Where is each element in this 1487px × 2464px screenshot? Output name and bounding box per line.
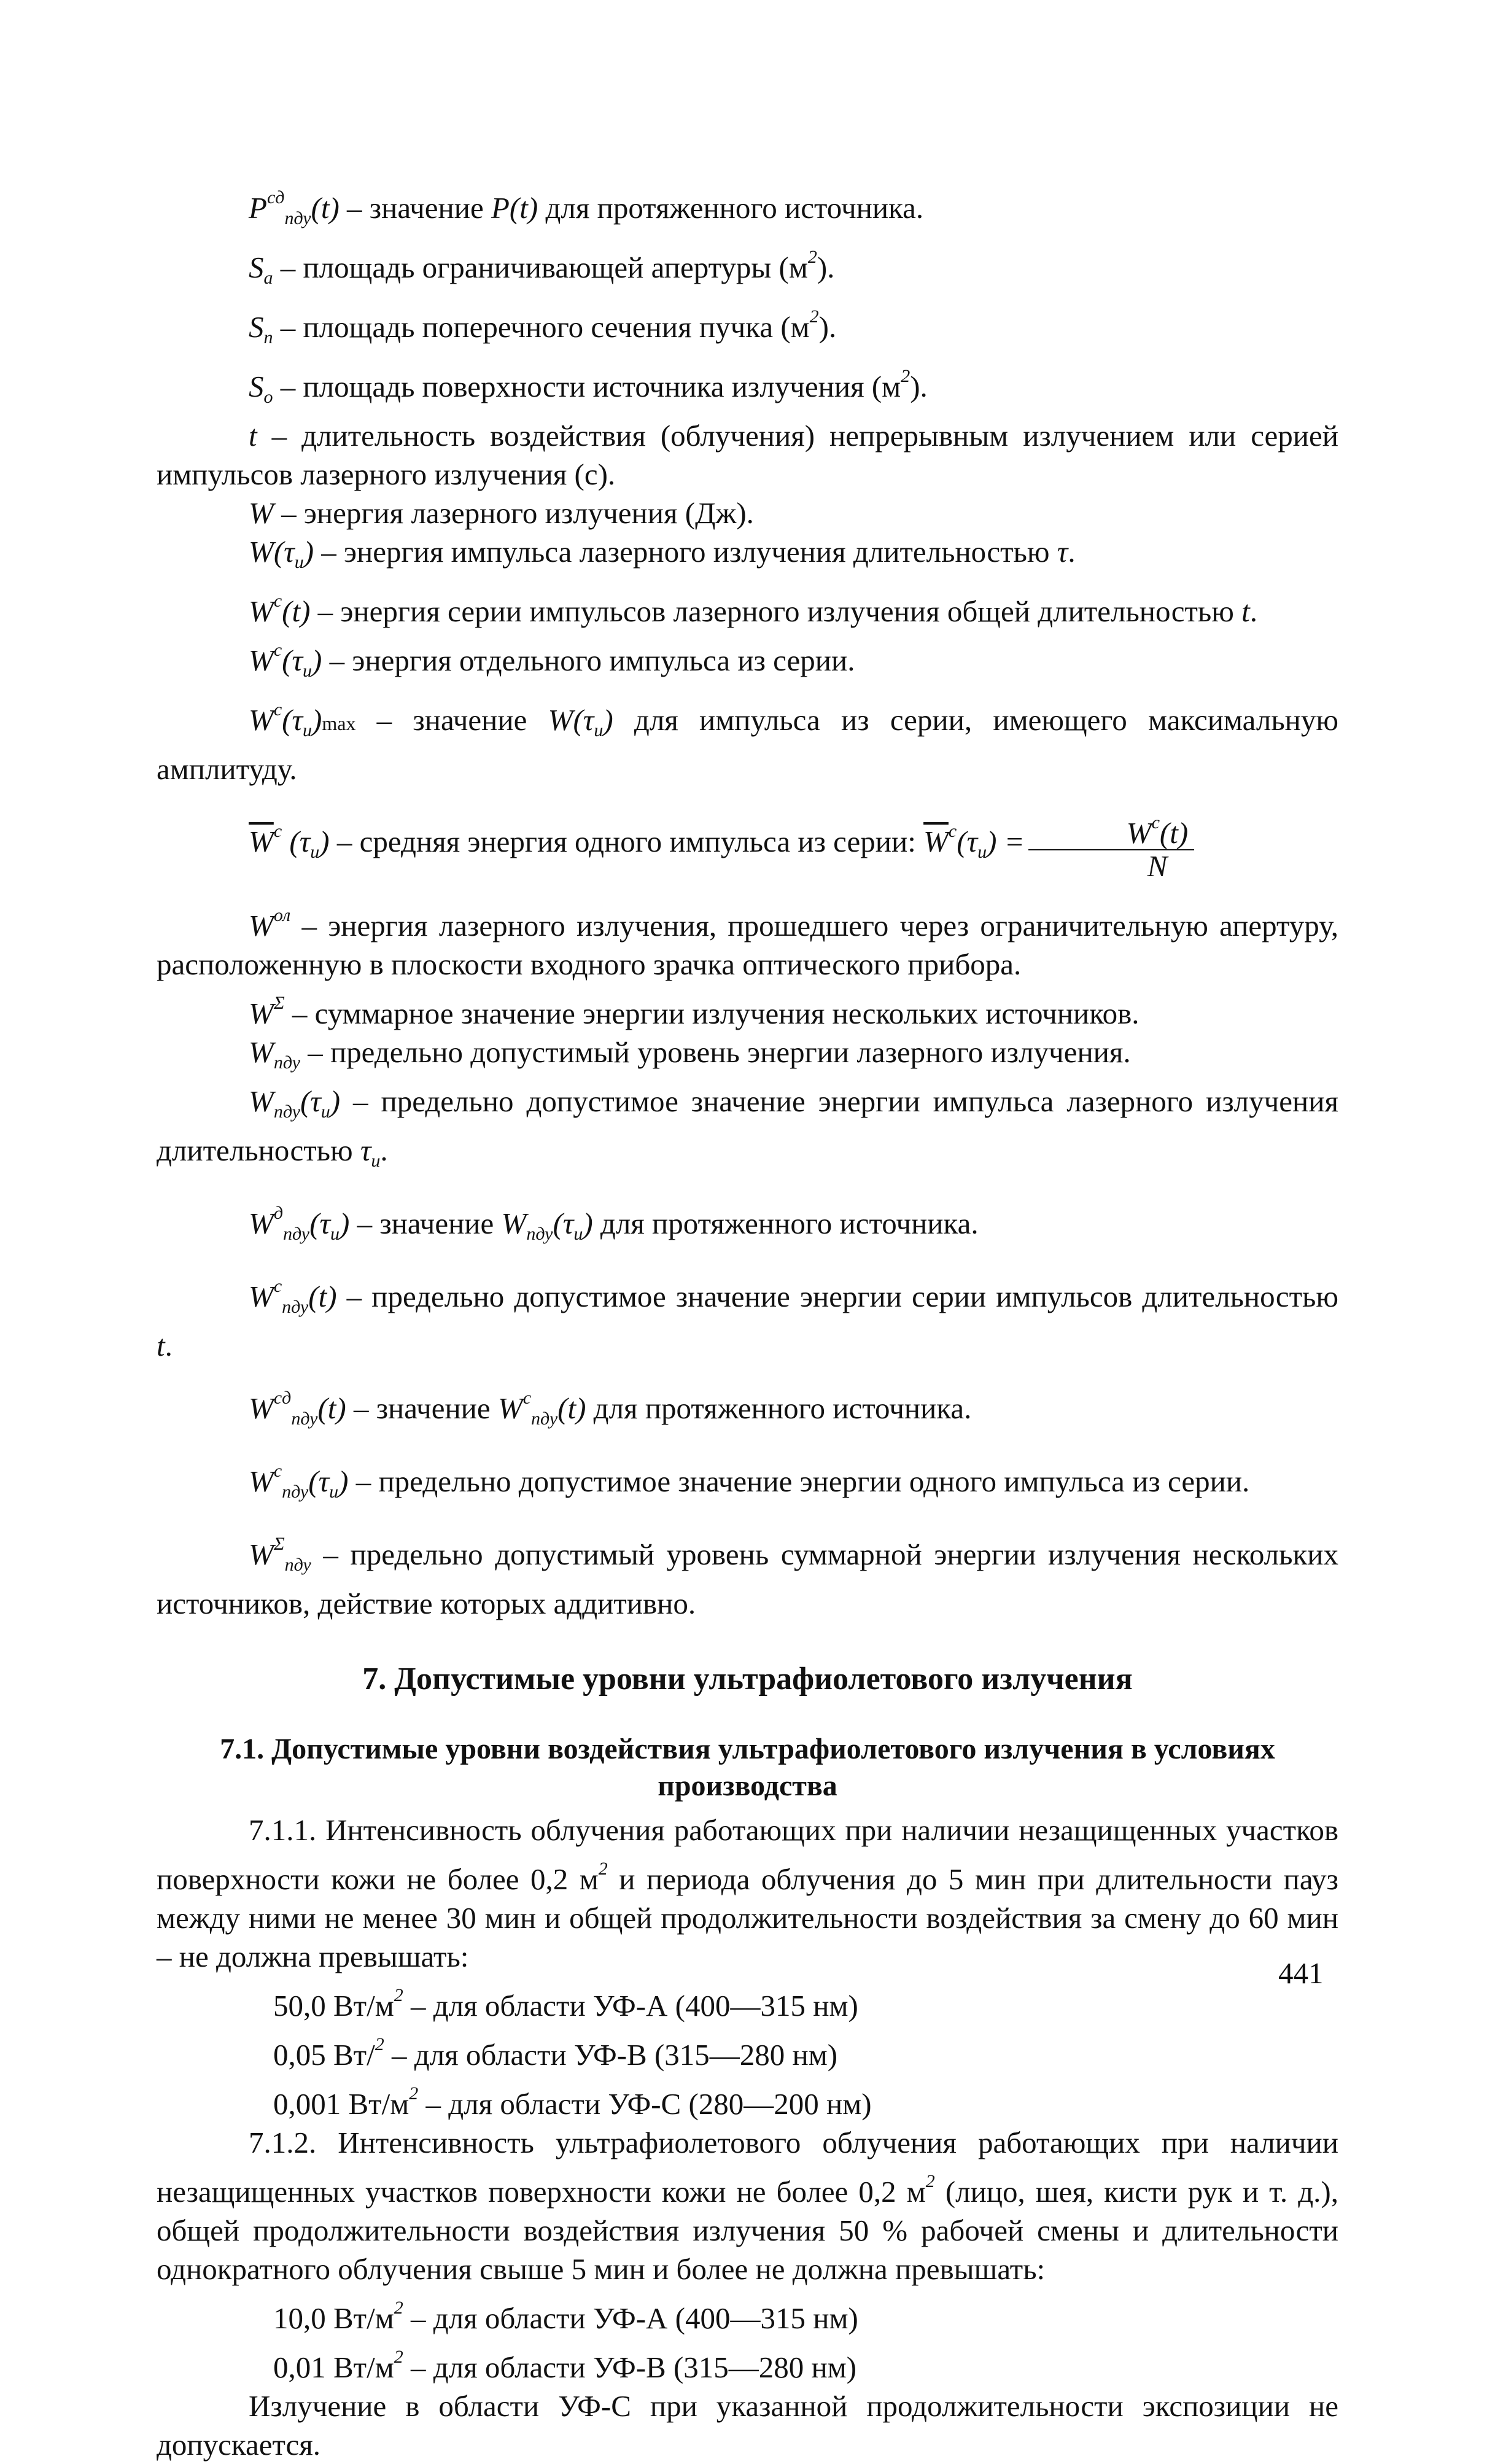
unit-superscript: 2 [809,306,819,327]
definition-text-tail: . [1068,535,1076,569]
symbol-superscript: д [273,1203,284,1223]
definition-item [157,416,1338,494]
symbol-subscript: u [294,552,304,572]
symbol: W [249,496,274,530]
definition-text: – энергия лазерного излучения (Дж). [273,496,754,530]
definition-text: – средняя энергия одного импульса из серии: [329,824,924,858]
symbol: W [249,594,274,628]
definition-text: – предельно допустимое значение энергии одного импульса из серии. [348,1464,1250,1498]
unit-superscript: 2 [394,2347,403,2367]
symbol-argument: (τ [309,1207,330,1240]
symbol: W [249,1280,274,1313]
symbol-close: ) [312,643,322,677]
limit-value: 0,01 Вт/м [273,2350,394,2384]
definition-item [157,1525,1338,1623]
definition-text: – значение [346,1391,498,1425]
symbol-superscript: c [273,640,282,660]
symbol-subscript: u [303,661,313,681]
fraction-numerator [1028,807,1194,850]
definition-emphasis: W [497,1391,523,1425]
symbol: W [249,643,274,677]
symbol-superscript: Σ [273,993,285,1013]
closing-paragraph: Излучение в области УФ-С при указанной продолжительности экспозиции не допускается. [157,2389,1338,2462]
definition-text: – энергия лазерного излучения, прошедшего через ограничительную апертуру, расположенную в плоскости входного зрачка оптического прибора. [157,909,1338,981]
definition-emphasis: W(τ [548,703,594,737]
symbol-subscript: пду [284,208,311,228]
section-body [157,1811,1338,2464]
symbol-subscript: пду [273,1102,300,1122]
limit-value-item [157,2074,1338,2123]
symbol-subscript: пду [273,1052,300,1073]
definition-item [157,297,1338,357]
section-title: 7. Допустимые уровни ультрафиолетового излучения [362,1661,1133,1696]
symbol: $\overline{W}$ [249,824,274,858]
definition-text-tail: ). [818,310,837,344]
definition-text: – значение [349,1207,502,1240]
symbol-definitions [157,178,1338,1623]
numerator-argument: (t) [1159,816,1189,850]
definition-emphasis: τ [360,1133,371,1167]
definition-item [157,494,1338,532]
symbol-subscript: u [329,1482,339,1502]
formula-fraction [1028,807,1194,882]
emphasis-close: ) [603,703,613,737]
paragraph-7-1-1 [157,1811,1338,1976]
symbol-max-suffix: max [322,712,356,734]
definition-item [157,1194,1338,1253]
emphasis-subscript: u [594,720,604,740]
limit-value: 0,05 Вт/ [273,2038,375,2072]
definition-item [157,357,1338,416]
emphasis-subscript: пду [526,1224,553,1244]
denominator-symbol: N [1147,849,1168,883]
mean-energy-definition [157,807,1338,882]
definition-text: – энергия отдельного импульса из серии. [322,643,855,677]
definition-item [157,896,1338,984]
definition-item [157,532,1338,581]
subsection-title: 7.1. Допустимые уровни воздействия ультрафиолетового излучения в условиях производства [220,1733,1275,1802]
formula-subscript: u [977,841,987,862]
symbol-argument: (t) [317,1391,346,1425]
symbol-superscript: сд [266,187,285,208]
symbol-superscript: Σ [273,1534,285,1554]
definition-text: – предельно допустимое значение энергии импульса лазерного излучения длительностью [157,1084,1338,1167]
symbol-superscript: ол [273,905,291,925]
symbol-close: ) [319,824,330,858]
symbol-argument: (τ [282,703,303,737]
definition-emphasis: P(t) [491,191,538,225]
definition-item [157,690,1338,788]
unit-superscript: 2 [901,366,910,386]
limit-range: – для области УФ-С (280—200 нм) [418,2087,872,2121]
limit-value-item [157,2288,1338,2338]
unit-superscript: 2 [925,2171,935,2191]
symbol: W [249,997,274,1030]
unit-superscript: 2 [598,1859,608,1879]
limit-value-item [157,2025,1338,2074]
symbol: S [249,370,264,403]
paragraph-text-tail: (лицо, шея, кисти рук и т. д.), общей продолжительности воздействия излучения 50 % рабочей смены и длительности однократного облучения свыше 5 мин и более не должна превышать: [157,2175,1338,2286]
formula-symbol: $\overline{W}$ [923,824,949,858]
numerator-superscript: c [1151,812,1160,833]
symbol-subscript: пду [291,1409,318,1429]
definition-item [157,984,1338,1033]
unit-superscript: 2 [409,2083,419,2104]
unit-superscript: 2 [394,1985,403,2005]
definition-text: – энергия импульса лазерного излучения длительностью [314,535,1057,569]
definition-text: – площадь поперечного сечения пучка (м [273,310,810,344]
symbol-subscript: пду [282,1297,309,1317]
limit-value-item [157,2338,1338,2387]
paragraph-text: 7.1.2. Интенсивность ультрафиолетового облучения работающих при наличии незащищенных участков поверхности кожи не более 0,2 м [157,2126,1338,2209]
definition-item [157,581,1338,631]
emphasis-subscript: u [573,1224,583,1244]
symbol: W [249,1207,274,1240]
limit-value: 0,001 Вт/м [273,2087,410,2121]
symbol-close: ) [312,703,322,737]
page-content [157,178,1338,2464]
symbol-superscript: c [273,820,282,841]
symbol-subscript: u [330,1224,340,1244]
definition-item [157,1082,1338,1180]
symbol: t [249,419,257,453]
definition-text-tail: для импульса из серии, имеющего максимальную амплитуду. [157,703,1338,786]
definition-text-tail: ). [817,251,835,284]
symbol: S [249,310,264,344]
symbol-argument: (t) [308,1280,337,1313]
definition-text-tail: ). [910,370,928,403]
symbol-subscript: u [310,841,320,862]
unit-superscript: 2 [807,247,817,267]
symbol: W [249,1391,274,1425]
page-number: 441 [1278,1956,1324,1990]
unit-superscript: 2 [394,2298,403,2318]
definition-text: – площадь поверхности источника излучения (м [273,370,901,403]
definition-text-tail: . [1249,594,1257,628]
definition-emphasis: W [501,1207,527,1240]
definition-item [157,238,1338,297]
definition-text-tail: для протяженного источника. [586,1391,972,1425]
symbol: W [249,1537,274,1571]
symbol-superscript: c [273,1461,282,1481]
symbol-argument: (t) [282,594,311,628]
definition-item [157,1267,1338,1365]
definition-text-tail: для протяженного источника. [538,191,924,225]
definition-text: – площадь ограничивающей апертуры (м [273,251,808,284]
limit-range: – для области УФ-А (400—315 нм) [403,1989,858,2023]
symbol-argument: (τ [282,643,303,677]
symbol-subscript: u [320,1102,330,1122]
limit-value: 50,0 Вт/м [273,1989,394,2023]
definition-text-tail: для протяженного источника. [592,1207,979,1240]
definition-item [157,178,1338,238]
symbol-close: ) [338,1464,349,1498]
limit-value: 10,0 Вт/м [273,2301,394,2335]
formula-argument: (τ [957,824,978,858]
limit-range: – для области УФ-А (400—315 нм) [403,2301,858,2335]
symbol: W [249,1084,274,1118]
symbol-superscript: c [273,591,282,611]
definition-text: – предельно допустимый уровень суммарной энергии излучения нескольких источников, действие которых аддитивно. [157,1537,1338,1620]
definition-text: – значение [339,191,491,225]
emphasis-close: ) [583,1207,593,1240]
symbol-subscript: o [263,387,273,407]
definition-text: – значение [355,703,548,737]
definition-item [157,631,1338,690]
symbol: W(τ [249,535,295,569]
definition-text: – длительность воздействия (облучения) непрерывным излучением или серией импульсов лазерного излучения (с). [157,419,1338,491]
definition-text: – энергия серии импульсов лазерного излучения общей длительностью [310,594,1242,628]
limit-range: – для области УФ-В (315—280 нм) [384,2038,838,2072]
emphasis-argument: (τ [553,1207,574,1240]
definition-emphasis: t [157,1329,165,1362]
emphasis-argument: (t) [557,1391,586,1425]
symbol-subscript: n [263,327,273,348]
definition-text: – предельно допустимый уровень энергии лазерного излучения. [300,1035,1131,1069]
symbol: W [249,909,274,942]
symbol: W [249,1464,274,1498]
definition-text: – суммарное значение энергии излучения нескольких источников. [284,997,1140,1030]
symbol-superscript: c [273,699,282,720]
definition-item [157,1033,1338,1082]
numerator-symbol: W [1126,816,1152,850]
symbol: W [249,703,274,737]
symbol: W [249,1035,274,1069]
symbol-superscript: сд [273,1388,292,1408]
symbol-close: ) [303,535,314,569]
limit-range: – для области УФ-В (315—280 нм) [403,2350,857,2384]
definition-text-tail: . [380,1133,388,1167]
symbol-close: ) [330,1084,341,1118]
definition-item [157,1378,1338,1438]
symbol-argument: (τ [289,824,311,858]
symbol-close: ) [339,1207,350,1240]
definition-item [157,1452,1338,1511]
emphasis-subscript: u [371,1151,381,1171]
definition-text: – предельно допустимое значение энергии серии импульсов длительностью [336,1280,1338,1313]
unit-superscript: 2 [375,2034,384,2054]
formula-superscript: c [948,820,957,841]
emphasis-superscript: c [522,1388,532,1408]
paragraph-text: 7.1.1. Интенсивность облучения работающих при наличии незащищенных участков поверхности кожи не более 0,2 м [157,1813,1338,1896]
symbol-argument: (t) [311,191,340,225]
definition-emphasis: τ [1057,535,1068,569]
symbol-superscript: c [273,1276,282,1296]
symbol: P [249,191,267,225]
symbol-subscript: пду [284,1555,311,1575]
symbol: S [249,251,264,284]
symbol-subscript: u [303,720,313,740]
limit-value-item [157,1976,1338,2025]
symbol-argument: (τ [308,1464,330,1498]
fraction-denominator [1028,850,1194,882]
symbol-subscript: пду [282,1482,309,1502]
definition-emphasis: t [1241,594,1250,628]
symbol-subscript: пду [283,1224,310,1244]
formula-equals: ) = [987,824,1025,858]
paragraph-7-1-2 [157,2123,1338,2288]
definition-text-tail: . [165,1329,173,1362]
symbol-argument: (τ [300,1084,321,1118]
paragraph-text-tail: и периода облучения до 5 мин при длительности пауз между ними не менее 30 мин и общей продолжительности воздействия за смену до 60 мин – не должна превышать: [157,1862,1338,1973]
symbol-subscript: a [263,268,273,288]
emphasis-subscript: пду [531,1409,558,1429]
